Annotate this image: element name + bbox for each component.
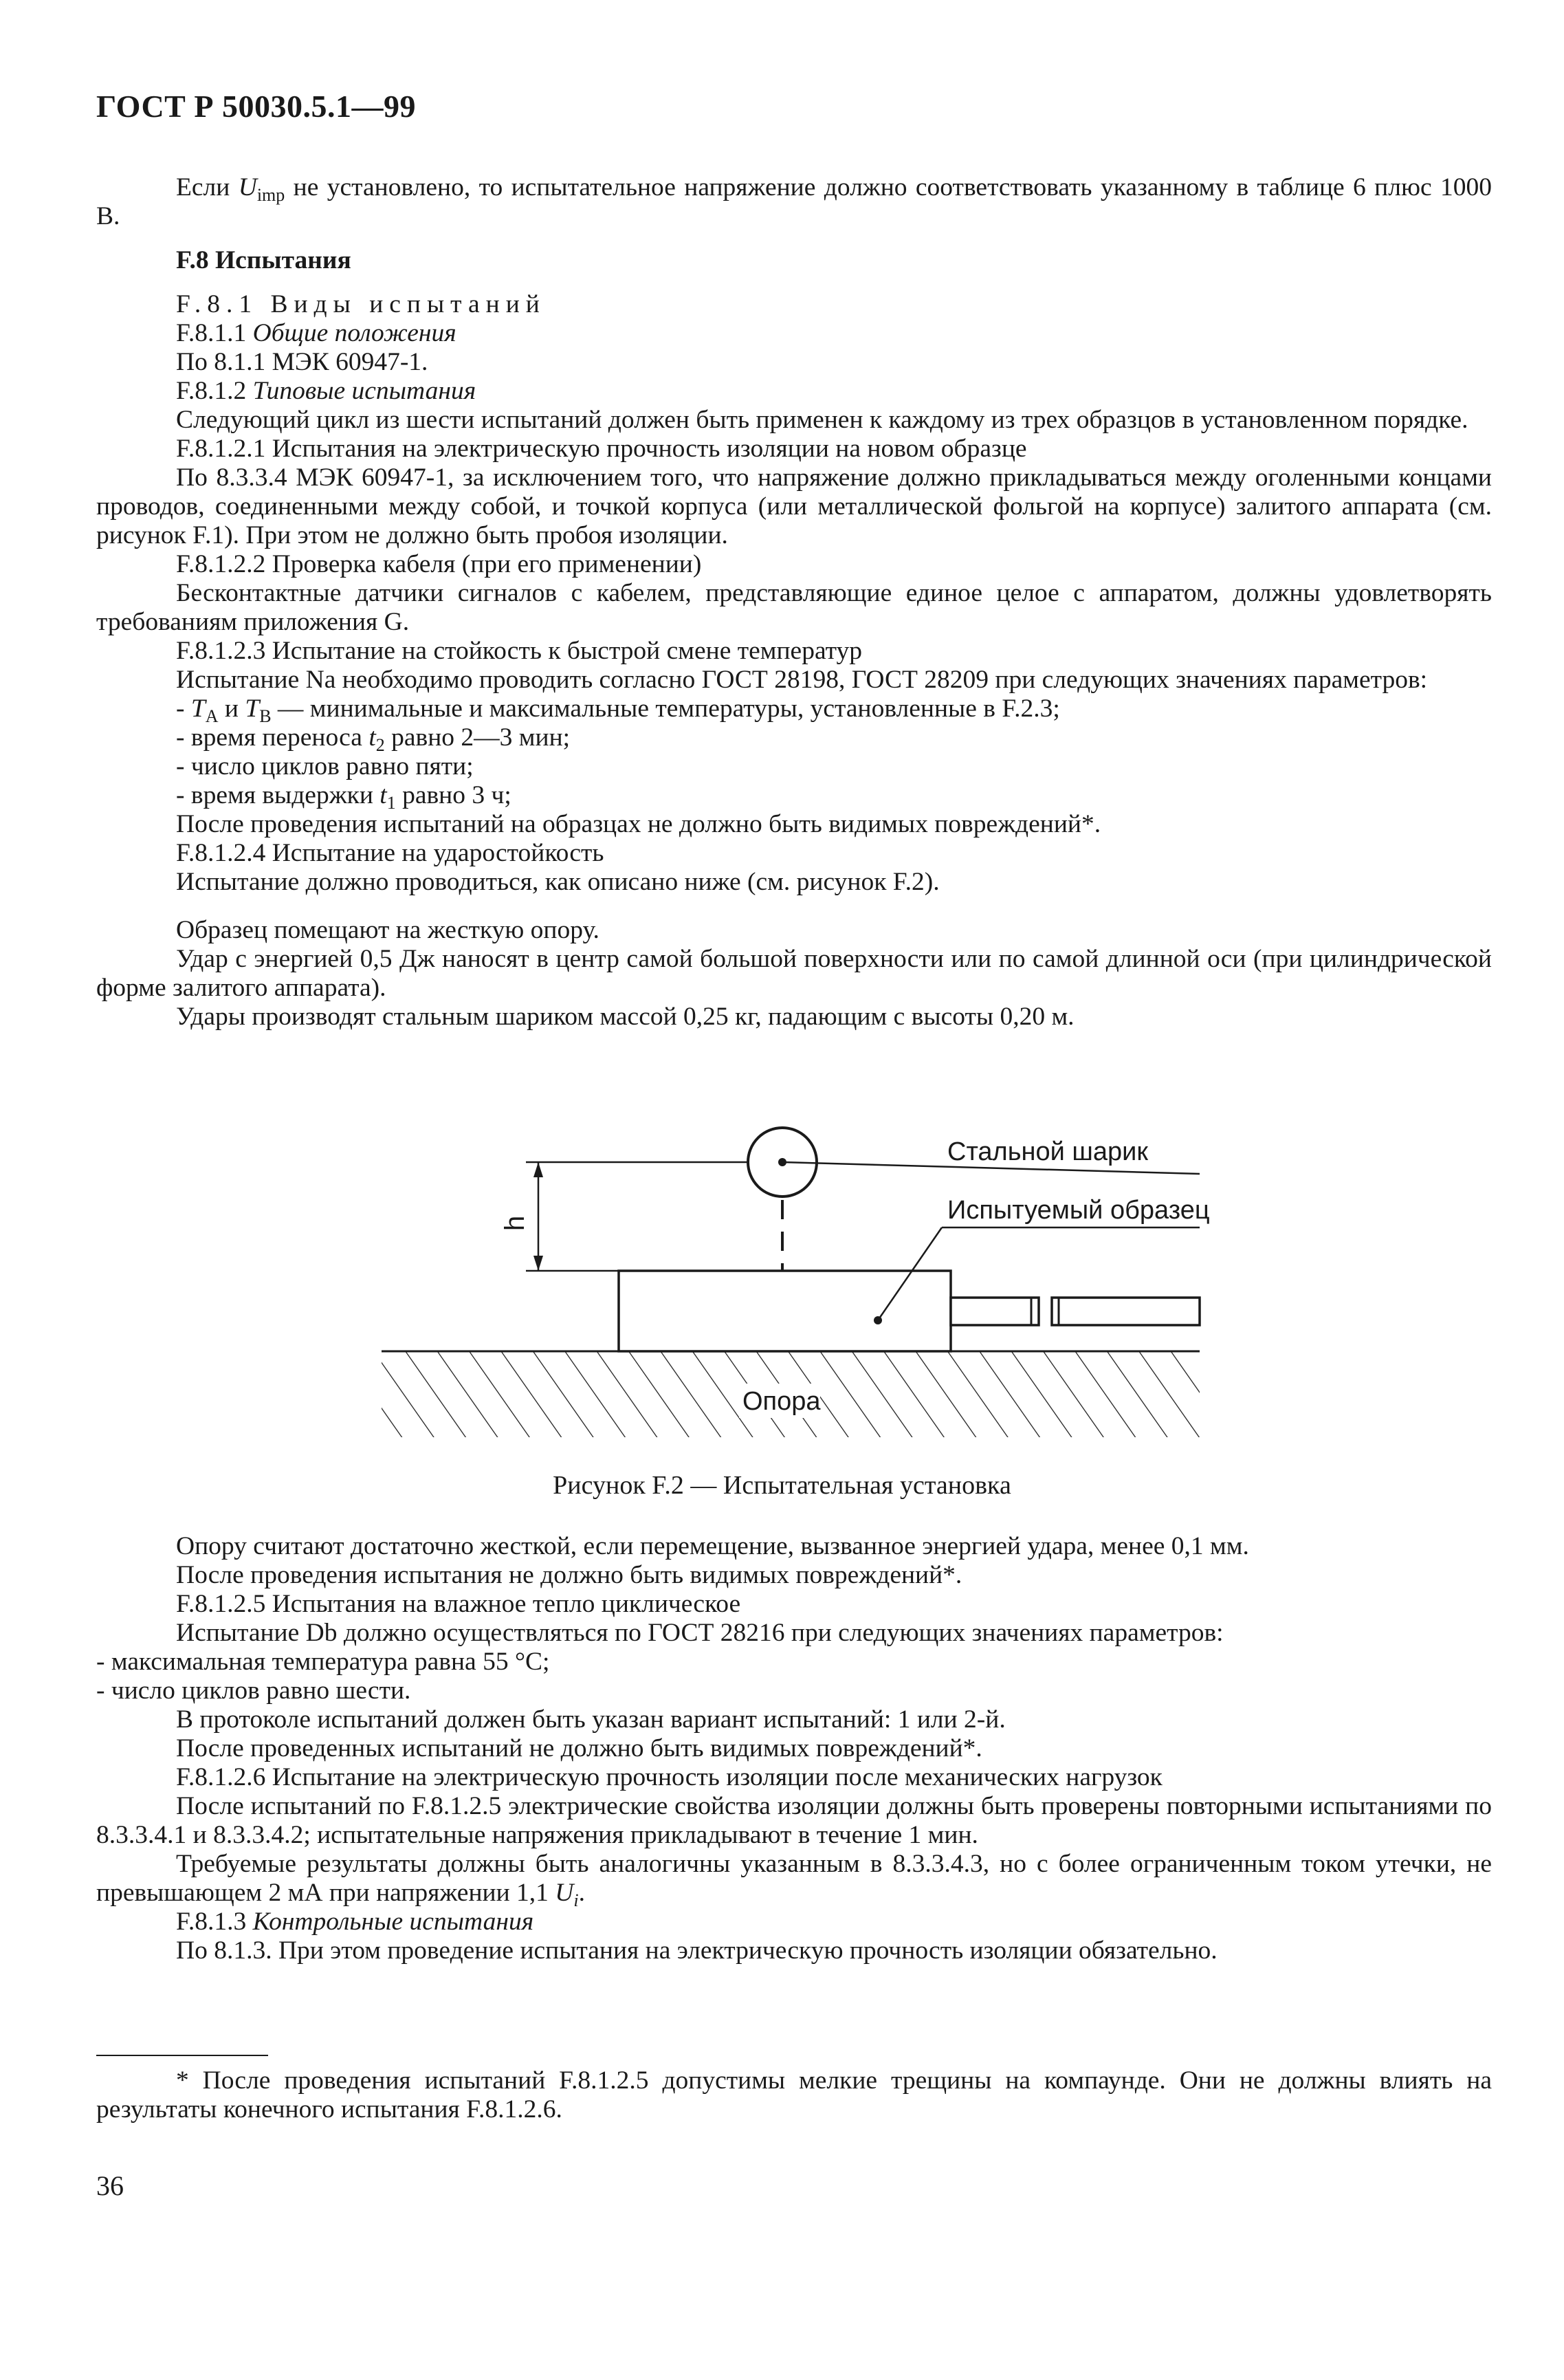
test5-p2: После проведенных испытаний не должно быть видимых повреждений*.: [176, 1734, 982, 1762]
test3-text: Испытание Na необходимо проводить согласно ГОСТ 28198, ГОСТ 28209 при следующих значениях параметров:: [176, 666, 1428, 694]
cable-segment-1: [951, 1298, 1039, 1325]
test5-bullet-1: - максимальная температура равна 55 °С;: [96, 1648, 550, 1676]
general-title: Общие положения: [252, 319, 456, 347]
footnote-rule: [96, 2055, 268, 2056]
height-arrow-bottom: [533, 1256, 543, 1271]
typical-heading: [96, 377, 1492, 406]
test5-p1: В протоколе испытаний должен быть указан вариант испытаний: 1 или 2-й.: [176, 1705, 1006, 1734]
test5-title: F.8.1.2.5 Испытания на влажное тепло циклическое: [176, 1590, 741, 1618]
test3-after: После проведения испытаний на образцах не должно быть видимых повреждений*.: [176, 810, 1101, 838]
test4-p1: Образец помещают на жесткую опору.: [176, 916, 599, 944]
typical-num: F.8.1.2: [176, 377, 253, 405]
test3-bullet-2: - время переноса $t_2$ равно 2—3 мин;: [176, 723, 571, 755]
control-heading: [96, 1908, 1492, 1936]
test6-requirement: Требуемые результаты должны быть аналогичны указанным в 8.3.3.4.3, но с более ограниченным током утечки, не превышающем 2 мА при напряжении 1,1 $U_i$.: [96, 1850, 1492, 1910]
control-title: Контрольные испытания: [252, 1908, 534, 1936]
general-num: F.8.1.1: [176, 319, 253, 347]
section-heading: F.8 Испытания: [176, 246, 351, 274]
test6-text: После испытаний по F.8.1.2.5 электрические свойства изоляции должны быть проверены повторными испытаниями по 8.3.3.4.1 и 8.3.3.4.2; испытательные напряжения прикладывают в течение 1 мин.: [96, 1792, 1492, 1849]
test3-bullet-4: - время выдержки $t_1$ равно 3 ч;: [176, 781, 511, 813]
test3-title: F.8.1.2.3 Испытание на стойкость к быстрой смене температур: [176, 637, 863, 665]
u-symbol: U: [238, 173, 257, 201]
figure-caption: Рисунок F.2 — Испытательная установка: [553, 1471, 1011, 1500]
intro-paragraph: [96, 173, 1492, 231]
test4-p2: Удар с энергией 0,5 Дж наносят в центр самой большой поверхности или по самой длинной оси (при цилиндрической форме залитого аппарата).: [96, 945, 1492, 1002]
intro-text-b: не установлено, то испытательное напряжение должно соответствовать указанному в таблице 6 плюс 1000 В.: [96, 173, 1492, 230]
control-text: По 8.1.3. При этом проведение испытания на электрическую прочность изоляции обязательно.: [176, 1936, 1218, 1965]
support-label: Опора: [742, 1387, 821, 1416]
test4-p3: Удары производят стальным шариком массой 0,25 кг, падающим с высоты 0,20 м.: [176, 1003, 1075, 1031]
test2-title: F.8.1.2.2 Проверка кабеля (при его применении): [176, 550, 702, 578]
footnote: * После проведения испытаний F.8.1.2.5 допустимы мелкие трещины на компаунде. Они не должны влиять на результаты конечного испытания F.8.1.2.6.: [96, 2066, 1492, 2124]
after-p1: Опору считают достаточно жесткой, если перемещение, вызванное энергией удара, менее 0,1 мм.: [176, 1532, 1249, 1560]
test1-title: F.8.1.2.1 Испытания на электрическую прочность изоляции на новом образце: [176, 435, 1027, 463]
test3-bullet-3: - число циклов равно пяти;: [176, 752, 474, 780]
test5-text: Испытание Db должно осуществляться по ГОСТ 28216 при следующих значениях параметров:: [176, 1619, 1224, 1647]
test4-text: Испытание должно проводиться, как описано ниже (см. рисунок F.2).: [176, 868, 940, 896]
ball-label: Стальной шарик: [947, 1137, 1149, 1166]
height-label: h: [500, 1215, 530, 1231]
u-subscript: imp: [256, 185, 285, 205]
bottom-text-block: [96, 1532, 1492, 1965]
test4-title: F.8.1.2.4 Испытание на ударостойкость: [176, 839, 604, 867]
test1-text: По 8.3.3.4 МЭК 60947-1, за исключением того, что напряжение должно прикладываться между оголенными концами проводов, соединенными между собой, и точкой корпуса (или металлической фольгой на корпусе) залитого аппарата (см. рисунок F.1). При этом не должно быть пробоя изоляции.: [96, 463, 1492, 549]
typical-text: Следующий цикл из шести испытаний должен быть применен к каждому из трех образцов в установленном порядке.: [176, 406, 1468, 434]
height-arrow-top: [533, 1162, 543, 1177]
general-text: По 8.1.1 МЭК 60947-1.: [176, 348, 428, 376]
typical-title: Типовые испытания: [252, 377, 476, 405]
general-heading: [96, 319, 1492, 348]
test-sample-block: [619, 1271, 951, 1351]
page-number: 36: [96, 2170, 124, 2201]
document-header: ГОСТ Р 50030.5.1—99: [96, 89, 416, 124]
test2-text: Бесконтактные датчики сигналов с кабелем, представляющие единое целое с аппаратом, должны удовлетворять требованиям приложения G.: [96, 579, 1492, 636]
test-setup-figure: [371, 1121, 1217, 1465]
types-heading: F.8.1 Виды испытаний: [176, 290, 546, 318]
control-num: F.8.1.3: [176, 1908, 253, 1936]
intro-text-a: Если: [176, 173, 239, 201]
after-p2: После проведения испытания не должно быть видимых повреждений*.: [176, 1561, 962, 1589]
test3-bullet-1: - $T_A$ и $T_B$ — минимальные и максимальные температуры, установленные в F.2.3;: [176, 695, 1060, 726]
test5-bullet-2: - число циклов равно шести.: [96, 1677, 411, 1705]
sample-label: Испытуемый образец: [947, 1196, 1210, 1225]
test6-title: F.8.1.2.6 Испытание на электрическую прочность изоляции после механических нагрузок: [176, 1763, 1163, 1791]
top-text-block: [96, 173, 1492, 1031]
cable-segment-2: [1052, 1298, 1200, 1325]
